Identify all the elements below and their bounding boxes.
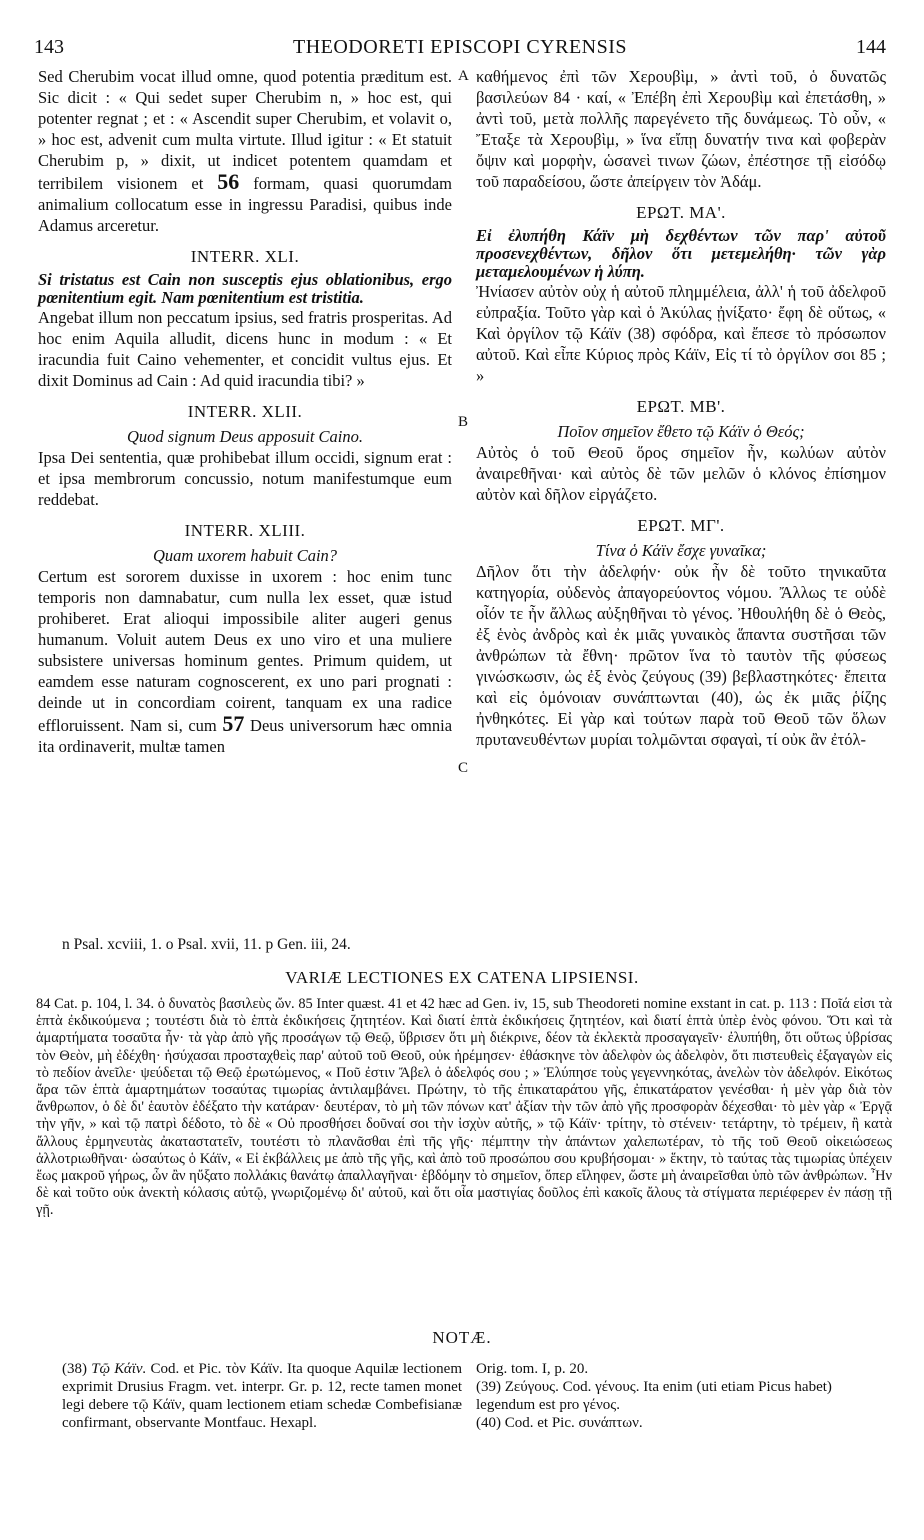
- page-number-right: 144: [856, 36, 886, 58]
- answer-42: Ipsa Dei sententia, quæ prohibebat illum occidi, signum erat : et ipsa membrorum concussio, notum manifestumque eum reddebat.: [38, 448, 452, 509]
- page-number-left: 143: [34, 36, 64, 58]
- erot-heading-43: ΕΡΩΤ. ΜΓ'.: [637, 516, 725, 535]
- note-38: (38) Τῷ Κάϊν. Cod. et Pic. τὸν Κάϊν. Ita quoque Aquilæ lectionem exprimit Drusius Fragm. vet. interpr. Gr. p. 12, recte tamen monet legi debere τῷ Κάϊν, quam lectionem etiam schedæ Combefisianæ confirmant, observante Montfauc. Hexapl.: [62, 1361, 462, 1431]
- greek-question-41: Εἰ ἐλυπήθη Κάϊν μὴ δεχθέντων τῶν παρ' αὐτοῦ προσενεχθέντων, δῆλον ὅτι μετεμελήθη· τῶν γὰρ μεταμελουμένων ἡ λύπη.: [476, 226, 886, 281]
- variae-heading: VARIÆ LECTIONES EX CATENA LIPSIENSI.: [285, 968, 639, 987]
- interr-heading-41: INTERR. XLI.: [190, 247, 300, 266]
- question-42: Quod signum Deus apposuit Caino.: [126, 427, 364, 446]
- greek-question-43: Τίνα ὁ Κάϊν ἔσχε γυναῖκα;: [595, 541, 767, 560]
- interr-heading-42: INTERR. XLII.: [187, 402, 303, 421]
- question-43: Quam uxorem habuit Cain?: [152, 546, 338, 565]
- running-header: [34, 36, 886, 64]
- margin-letter-b: B: [458, 414, 469, 430]
- notes-right-column: [476, 1360, 876, 1432]
- note-40: (40) Cod. et Pic. συνάπτων.: [476, 1415, 643, 1431]
- margin-letter-a: A: [458, 68, 469, 84]
- answer-41: Angebat illum non peccatum ipsius, sed fratris prosperitas. Ad hoc enim Aquila alludit, dicens hunc in modum : « Et iracundia fuit Caino vehementer, et concidit vultus ejus. Et dixit Dominus ad Cain : Ad quid iracundia tibi? »: [38, 308, 452, 390]
- variae-lectiones-text: 84 Cat. p. 104, l. 34. ὁ δυνατὸς βασιλεὺς ὤν. 85 Inter quæst. 41 et 42 hæc ad Gen. iv, 15, sub Theodoreti nomine exstant in cat. p. 113 : Ποῖά εἰσι τὰ ἑπτὰ ἐκδικούμενα ; τουτέστι διὰ τὸ ἑπτὰ ἐκδικήσεις ζητητέον. Καὶ διατί ἑπτὰ ἐκδικήσεις ζητητέον, καὶ διατί ἑπτὰ ὑπὲρ ἑνὸς φόνου. Ὅτι καὶ τὰ ἁμαρτήματα τοσαῦτα ἦν· τὰ γὰρ ἀπὸ γῆς προσάγων τῷ Θεῷ, ὕβρισεν ὅτι μὴ διέκρινε, δέον τὰ ἐκλεκτὰ προσαγαγεῖν· ἐλυπήθη, ὅτι οὕτως ὑβρίσας τὸν Θεὸν, μὴ ἐδέχθη· ἡσύχασαι προσταχθεὶς παρ' αὐτοῦ τοῦ Θεοῦ, οὐκ ἠρέμησεν· ἐθάσκηνε τὸν ἀδελφὸν ὡς ἀδελφὸν, ὅτι πιστευθεὶς ἐξαγαγὼν εἰς τὸ πεδίον ἀνεῖλε· ψεύδεται τῷ Θεῷ ἐρωτώμενος, « Ποῦ ἐστιν Ἄβελ ὁ ἀδελφός σου ; » Ἐλύπησε τοὺς γεγεννηκότας, ἀνελὼν τὸν ἀδελφόν. Εἰκότως ἄρα τῶν ἑπτὰ ἁμαρτημάτων τοσαύτας τιμωρίας ἀντιλαμβάνει. Πρώτην, τὸ τῆς ἐπικαταράτου γῆς, ἐπικατάρατον γενέσθαι· ἡ μὲν γὰρ διὰ τὸν ἄνθρωπον, ὁ δὲ δι' ἑαυτὸν ἐδέξατο τὴν κατάραν· δευτέραν, τὸ μὴ τῶν πόνων κατ' ἀξίαν τὴν τῶν ἀπὸ γῆς προσφορὰν δέχεσθαι· τὸ μὲν γὰρ « Ἐργᾷ τὴν γῆν, » καὶ τῷ πατρὶ δέδοτο, τὸ δὲ « Οὐ προσθήσει δοῦναί σοι τὴν ἰσχὺν αὐτῆς, » τῷ Κάϊν· τρίτην, τὸ στένειν· τετάρτην, τὸ τρέμειν, ἢ κατὰ ἄλλους ἑρμηνευτὰς ἀκαταστατεῖν, τουτέστι τὸ πλανᾶσθαι ἐπὶ τῆς γῆς· πέμπτην τὴν ἁπάντων χαλεπωτέραν, τὸ τῆς τοῦ Θεοῦ οἰκειώσεως ἀλλοτριωθῆναι· ὡσαύτως ὁ Κάϊν, « Εἰ ἐκβάλλεις με ἀπὸ τῆς γῆς, καὶ ἀπὸ τοῦ προσώπου σου κρυβήσομαι· » ἕκτην, τὸ ταύτας τὰς τιμωρίας ὑπέχειν ἕως μακροῦ γήρως, ὧν ἂν ηὔξατο πολλάκις θανάτῳ ἀπαλλαγῆναι· ἑβδόμην τὸ σημεῖον, ὅπερ εἴληφεν, ὥστε μὴ ἀναιρεῖσθαι ὑπὸ τῶν ἀνθρώπων. Ἦν δὲ καὶ τοῦτο οὐκ ἀνεκτὴ κόλασις αὐτῷ, γνωριζομένῳ δι' αὐτοῦ, καὶ ὅτι οἷα μαστιγίας δοῦλος ἐπὶ κακοῖς ἄλους τὰ στίγματα περιέφερεν ἐν πάσῃ τῇ γῇ.: [36, 996, 892, 1219]
- greek-question-42: Ποῖον σημεῖον ἔθετο τῷ Κάϊν ὁ Θεός;: [557, 422, 805, 441]
- column-number: 56: [217, 169, 240, 194]
- greek-answer-41: Ἠνίασεν αὐτὸν οὐχ ἡ αὐτοῦ πλημμέλεια, ἀλλ' ἡ τοῦ ἀδελφοῦ εὐπραξία. Τοῦτο γὰρ καὶ ὁ Ἀκύλας ᾐνίξατο· ἔφη δὲ οὕτως, « Καὶ ὀργίλον τῷ Κάϊν (38) σφόδρα, καὶ ἔπεσε τὸ πρόσωπον αὐτοῦ. Καὶ εἶπε Κύριος πρὸς Κάϊν, Εἰς τί τὸ ὀργίλον σοι 85 ; »: [476, 282, 886, 385]
- answer-43: Certum est sororem duxisse in uxorem : hoc enim tunc temporis non damnabatur, cum nulla lex esset, quæ istud prohiberet. Erat alioqui impossibile aliter augeri genus humanum. Voluit autem Deus ex uno viro et una muliere subsistere universas hominum gentes. Primum quidem, ut eamdem esse naturam cognoscerent, ex uno pari prognati : deinde ut in concordiam coirent, tanquam ex una radice effloruissent. Nam si, cum 57 Deus universorum hæc omnia ita ordinaverit, multæ tamen: [38, 567, 453, 756]
- margin-letter-c: C: [458, 760, 469, 776]
- greek-paragraph: καθήμενος ἐπὶ τῶν Χερουβὶμ, » ἀντὶ τοῦ, ὁ δυνατῶς βασιλεύων 84 · καί, « Ἐπέβη ἐπὶ Χερουβὶμ καὶ ἐπετάσθη, » ἀντὶ τοῦ, μετὰ πολλῆς παρεγένετο τῆς δυνάμεως. Τὸ οὖν, « Ἔταξε τὰ Χερουβὶμ, » ἵνα εἴπῃ δυνατήν τινα καὶ φοβερὰν ὄψιν καὶ μορφὴν, ὡσανεὶ τινων ζώων, ἐπέστησε τῇ εἰσόδῳ τοῦ παραδείσου, ὥστε ἀπείργειν τὸν Ἀδάμ.: [476, 67, 886, 191]
- greek-answer-42: Αὐτὸς ὁ τοῦ Θεοῦ ὅρος σημεῖον ἦν, κωλύων αὐτὸν ἀναιρεθῆναι· καὶ αὐτὸς δὲ τῶν μελῶν ὁ κλόνος ἐπίσημον αὐτὸν καὶ δῆλον εἰργάζετο.: [476, 443, 886, 504]
- greek-answer-43: Δῆλον ὅτι τὴν ἀδελφήν· οὐκ ἦν δὲ τοῦτο τηνικαῦτα κατηγορία, οὐδενὸς ἀπαγορεύοντος νόμου. Ἄλλως τε οὐδὲ οἷόν τε ἦν ἄλλως αὐξηθῆναι τὸ γένος. Ἠθουλήθη δὲ ὁ Θεὸς, ἐξ ἑνὸς ἀνδρὸς καὶ ἐκ μιᾶς γυναικὸς ἅπαντα συστῆσαι τῶν ἀνθρώπων τὰ ἔθνη· πρῶτον ἵνα τὸ ταυτὸν τῆς φύσεως γινώσκωσιν, ὡς ἐξ ἑνὸς ζεύγους (39) βεβλαστηκότες· ἔπειτα καὶ εἰς ὁμόνοιαν συνάπτωνται (40), ὡς ἐκ μιᾶς ῥίζης ἠνθηκότες. Εἰ γὰρ καὶ τούτων παρὰ τοῦ Θεοῦ τῶν ὅλων πρυτανευθέντων μυρίαι τολμῶνται σφαγαὶ, τί οὐκ ἂν ἐτόλ-: [476, 562, 886, 749]
- latin-column: [38, 66, 452, 757]
- latin-paragraph: Sed Cherubim vocat illud omne, quod potentia præditum est. Sic dicit : « Qui sedet super Cherubim n, » hoc est, qui potenter regnat ; et : « Ascendit super Cherubim, et volavit o, » hoc est, advenit cum multa virtute. Illud igitur : « Et statuit Cherubim p, » dixit, ut indicet potentem quamdam et terribilem visionem et 56 formam, quasi quorumdam animalium collocatum esse in ingressu Paradisi, quibus inde Adamus arceretur.: [38, 67, 453, 235]
- notae-heading: NOTÆ.: [432, 1328, 492, 1347]
- note-38-continued: Orig. tom. I, p. 20.: [476, 1361, 589, 1377]
- notes-left-column: [62, 1360, 462, 1432]
- running-title: THEODORETI EPISCOPI CYRENSIS: [292, 36, 628, 58]
- interr-heading-43: INTERR. XLIII.: [184, 521, 306, 540]
- erot-heading-42: ΕΡΩΤ. ΜΒ'.: [636, 397, 726, 416]
- note-39: (39) Ζεύγους. Cod. γένους. Ita enim (uti etiam Picus habet) legendum est pro γένος.: [476, 1379, 832, 1413]
- greek-column: [476, 66, 886, 750]
- erot-heading-41: ΕΡΩΤ. ΜΑ'.: [636, 203, 726, 222]
- question-41: Si tristatus est Cain non susceptis ejus oblationibus, ergo pœnitentium egit. Nam pœnitentium est tristitia.: [38, 270, 452, 307]
- column-number: 57: [222, 711, 245, 736]
- scripture-footnotes: n Psal. xcviii, 1. o Psal. xvii, 11. p Gen. iii, 24.: [62, 936, 351, 953]
